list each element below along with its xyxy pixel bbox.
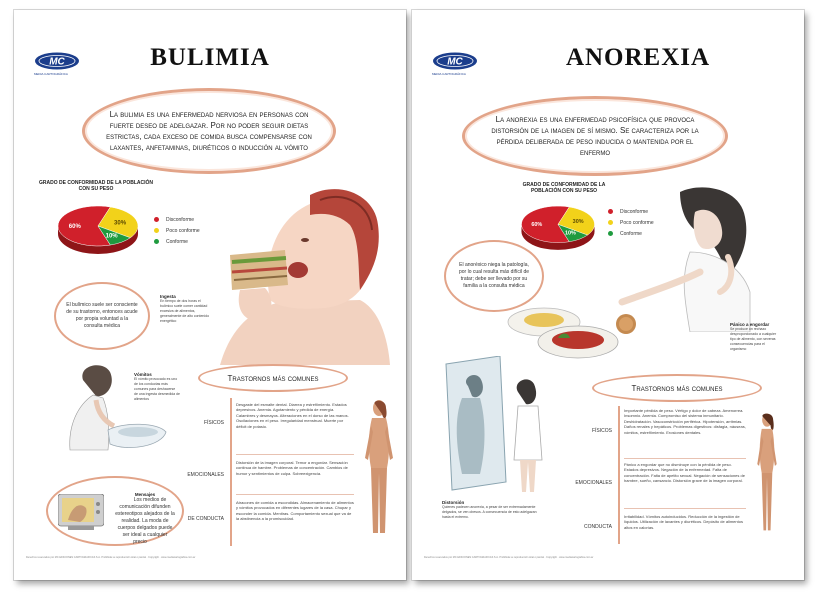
section-banner	[198, 364, 348, 392]
category-text-emocionales: Distorsión de la imagen corporal. Temor a engordar. Sensación continua de hambre. Problemas de concentración. Cambios de humor y sentimientos de culpa. Sobreexigencia.	[236, 460, 348, 476]
category-divider	[618, 406, 620, 544]
category-text-conducta: Irritabilidad. Vómitos autoinducidos. Reducción de la ingestión de líquidos. Utilización de laxantes y diuréticos. Depósito de alimentos altos en calorías.	[624, 514, 743, 530]
pie-chart	[52, 200, 144, 260]
note-circle	[54, 282, 150, 350]
chart-title: GRADO DE CONFORMIDAD DE LA POBLACIÓN CON SU PESO	[522, 182, 606, 194]
category-text-fisicos: Desgaste del esmalte dental. Diarrea y estreñimiento. Estados depresivos. Anemia. Agotamiento y pérdida de energía. Calambres y desmayos. Alteraciones en el dorso de las manos. Oscilaciones en el peso. Irregularidad menstrual. Muerte por déficit de potasio.	[236, 402, 349, 429]
logo-subtitle: MEDIA CARTOGRÁFICA	[432, 72, 466, 76]
pie-data-label: 10%	[105, 233, 118, 240]
caption-text: Los medios de comunicación difunden estereotipos alejados de la realidad. La moda de cuerpos delgados puede ser ideal a cualquier precio	[115, 497, 175, 545]
category-separator	[236, 454, 354, 455]
note-circle	[444, 240, 544, 312]
poster-title: BULIMIA	[150, 44, 270, 71]
chart-title: GRADO DE CONFORMIDAD DE LA POBLACIÓN CON SU PESO	[39, 180, 153, 192]
intro-text: La bulimia es una enfermedad nerviosa en personas con fuerte deseo de adelgazar. Por no poder seguir dietas estrictas, cada exceso de comida busca compensarse con laxantes, anfetaminas, diuréticos o inducción al vómito	[106, 110, 312, 152]
category-separator	[236, 494, 354, 495]
footer-text: Derechos reservados por MC EDICIONES CARTOGRÁFICAS S.A. Prohibida su reproducción total o parcial · Copyright · www.mediacartografica.com.ar	[424, 556, 594, 559]
distorsion-caption	[442, 500, 540, 520]
caption-title: Mensajes	[134, 492, 156, 497]
category-label-fisicos: FÍSICOS	[591, 428, 612, 434]
category-label-emocionales: EMOCIONALES	[575, 480, 612, 486]
chart-legend	[154, 214, 200, 247]
body-silhouette-illustration	[362, 398, 396, 538]
mirror-illustration	[442, 356, 552, 496]
caption-title: Ingesta	[160, 294, 176, 299]
legend-dot-red	[154, 217, 159, 222]
section-title: Trastornos más comunes	[631, 383, 723, 393]
legend-item-poco-conforme	[154, 225, 200, 236]
legend-label: Conforme	[166, 238, 188, 245]
food-plate-illustration	[506, 300, 646, 360]
caption-text: En tiempo de dos horas el bulímico suele comer cantidad excesiva de alimentos, generalmente de alto contenido energético	[160, 299, 210, 323]
category-divider	[230, 398, 232, 546]
caption-text: Quienes padecen anorexia, a pesar de ser extremadamente delgados, se ven obesos. A consecuencia de esto adelgazan hasta el extremo.	[442, 505, 537, 519]
section-banner	[592, 374, 762, 402]
category-text-emocionales: Pánico a engordar que no disminuye con la pérdida de peso. Estados depresivos. Negación de la enfermedad. Falta de concentración. Falta de apetito sexual. Negación de sensaciones de hambre, sueño, cansancio. Distorsión grave de la imagen corporal.	[624, 462, 745, 484]
category-text-conducta: Atracones de comida a escondidas. Almacenamiento de alimentos y vómitos provocados en diferentes lugares de la casa. Chupar y esconder la comida. Mentiras. Comportamiento sexual que va de la abstinencia a la promiscuidad.	[236, 500, 354, 522]
caption-text: Se produce un rechazo desproporcionado a cualquier tipo de alimento, con severas consecuencias para el organismo	[730, 327, 777, 351]
pie-chart	[516, 200, 600, 256]
panico-caption	[730, 322, 782, 352]
body-silhouette-illustration	[752, 406, 782, 540]
legend-dot-green	[154, 239, 159, 244]
note-text: El bulímico suele ser consciente de su trastorno, entonces acude por propia voluntad a la consulta médica	[66, 302, 138, 329]
category-label-emocionales: EMOCIONALES	[187, 472, 224, 478]
ingesta-caption	[160, 294, 212, 324]
mensajes-circle	[46, 476, 184, 546]
section-title: Trastornos más comunes	[227, 373, 319, 383]
pie-data-label: 60%	[531, 222, 543, 229]
pie-data-label: 10%	[564, 230, 576, 237]
caption-title: Vómitos	[134, 372, 152, 377]
category-separator	[624, 458, 746, 459]
logo-subtitle: MEDIA CARTOGRÁFICA	[34, 72, 68, 76]
legend-label: Disconforme	[620, 208, 649, 215]
caption-title: Distorsión	[442, 500, 465, 505]
legend-item-disconforme	[154, 214, 200, 225]
legend-label: Disconforme	[166, 216, 195, 223]
pie-data-label: 30%	[572, 218, 584, 225]
poster-title: ANOREXIA	[565, 44, 711, 71]
category-text-fisicos: Importante pérdida de peso. Vértigo y dolor de cabeza. Amenorrea. Insomnio. Anemia. Compromiso del sistema inmunitario. Deshidratación. Vasoconstricción periférica. Hipotensión, arritmias. Daños renales y hepáticos. Problemas digestivos: disfagia, náuseas, vómitos, estreñimiento. Erosiones dentales.	[624, 408, 746, 435]
category-label-conducta: CONDUCTA	[584, 524, 612, 530]
logo-text: MC	[447, 56, 463, 68]
mensajes-caption	[114, 492, 176, 546]
pie-data-label: 60%	[68, 224, 81, 230]
legend-item-conforme	[154, 236, 200, 247]
legend-label: Poco conforme	[166, 227, 200, 234]
caption-title: Pánico a engordar	[730, 322, 770, 327]
category-separator	[624, 508, 746, 509]
tv-illustration	[58, 494, 104, 530]
legend-label: Conforme	[620, 230, 642, 237]
pie-data-label: 30%	[114, 220, 127, 227]
intro-oval	[82, 88, 336, 174]
anorexia-poster	[412, 10, 804, 580]
bulimia-poster	[14, 10, 406, 580]
note-text: El anoréxico niega la patología, por lo cual resulta más difícil de tratar; debe ser llevado por su familia a la consulta médica	[458, 262, 530, 289]
intro-oval	[462, 96, 728, 176]
category-label-fisicos: FÍSICOS	[203, 420, 224, 426]
legend-dot-yellow	[154, 228, 159, 233]
caption-text: El vómito provocado es uno de los conductas más comunes para deshacerse de una ingesta desmedida de alimentos	[134, 377, 180, 401]
logo-text: MC	[49, 56, 65, 68]
legend-label: Poco conforme	[620, 219, 654, 226]
footer-text: Derechos reservados por MC EDICIONES CARTOGRÁFICAS S.A. Prohibida su reproducción total o parcial · Copyright · www.mediacartografica.com.ar	[26, 556, 196, 559]
category-label-conducta: DE CONDUCTA	[187, 516, 224, 522]
vomitos-caption	[134, 372, 180, 402]
intro-text: La anorexia es una enfermedad psicofísica que provoca distorsión de la imagen de sí mismo. Se caracteriza por la pérdida deliberada de peso inducida o mantenida por el enfermo	[491, 115, 699, 157]
woman-eating-illustration	[210, 180, 390, 365]
